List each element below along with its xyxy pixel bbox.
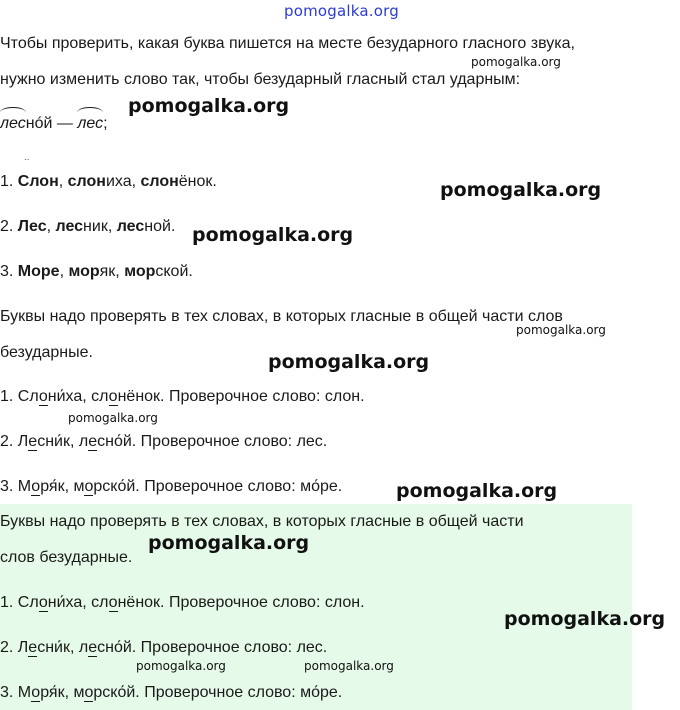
answer-item: 1. Слони́ха, слонёнок. Проверочное слово: слон. xyxy=(0,594,365,611)
watermark: pomogalka.org xyxy=(516,323,606,337)
rule2-line-2: слов безударные. xyxy=(0,549,133,566)
list1-item: 3. Море, моряк, морской. xyxy=(0,263,193,280)
watermark: pomogalka.org xyxy=(68,411,158,425)
dots: .. xyxy=(24,152,30,163)
watermark: pomogalka.org xyxy=(268,351,430,373)
example-line xyxy=(0,114,108,134)
watermark: pomogalka.org xyxy=(136,659,226,673)
watermark-top: pomogalka.org xyxy=(284,2,399,20)
answer-item: 3. Моря́к, морско́й. Проверочное слово: мо́ре. xyxy=(0,684,343,701)
example-word1-rest: нóй — xyxy=(25,115,73,132)
root-arc-1: лес xyxy=(0,115,26,132)
rule-line-2: безударные. xyxy=(0,344,93,361)
answer-item: 2. Лесни́к, лесно́й. Проверочное слово: лес. xyxy=(0,639,328,656)
root-arc-2: лес xyxy=(77,115,104,132)
watermark: pomogalka.org xyxy=(396,480,558,502)
watermark: pomogalka.org xyxy=(471,55,561,69)
example-word2-rest: ; xyxy=(103,115,108,132)
rule2-line-1: Буквы надо проверять в тех словах, в которых гласные в общей части xyxy=(0,513,524,530)
list1-item: 1. Слон, слониха, слонёнок. xyxy=(0,173,217,190)
answer-item: 2. Лесни́к, лесно́й. Проверочное слово: лес. xyxy=(0,433,328,450)
intro-line-1: Чтобы проверить, какая буква пишется на месте безударного гласного звука, xyxy=(0,35,575,52)
watermark: pomogalka.org xyxy=(128,95,290,117)
answer-item: 1. Слони́ха, слонёнок. Проверочное слово: слон. xyxy=(0,388,365,405)
watermark: pomogalka.org xyxy=(304,659,394,673)
watermark: pomogalka.org xyxy=(440,179,602,201)
watermark: pomogalka.org xyxy=(192,224,354,246)
watermark: pomogalka.org xyxy=(504,608,666,630)
list1-item: 2. Лес, лесник, лесной. xyxy=(0,218,176,235)
answer-item: 3. Моря́к, морско́й. Проверочное слово: мо́ре. xyxy=(0,478,343,495)
rule-line-1: Буквы надо проверять в тех словах, в которых гласные в общей части слов xyxy=(0,308,563,325)
intro-line-2: нужно изменить слово так, чтобы безударный гласный стал ударным: xyxy=(0,71,521,88)
watermark: pomogalka.org xyxy=(148,532,310,554)
